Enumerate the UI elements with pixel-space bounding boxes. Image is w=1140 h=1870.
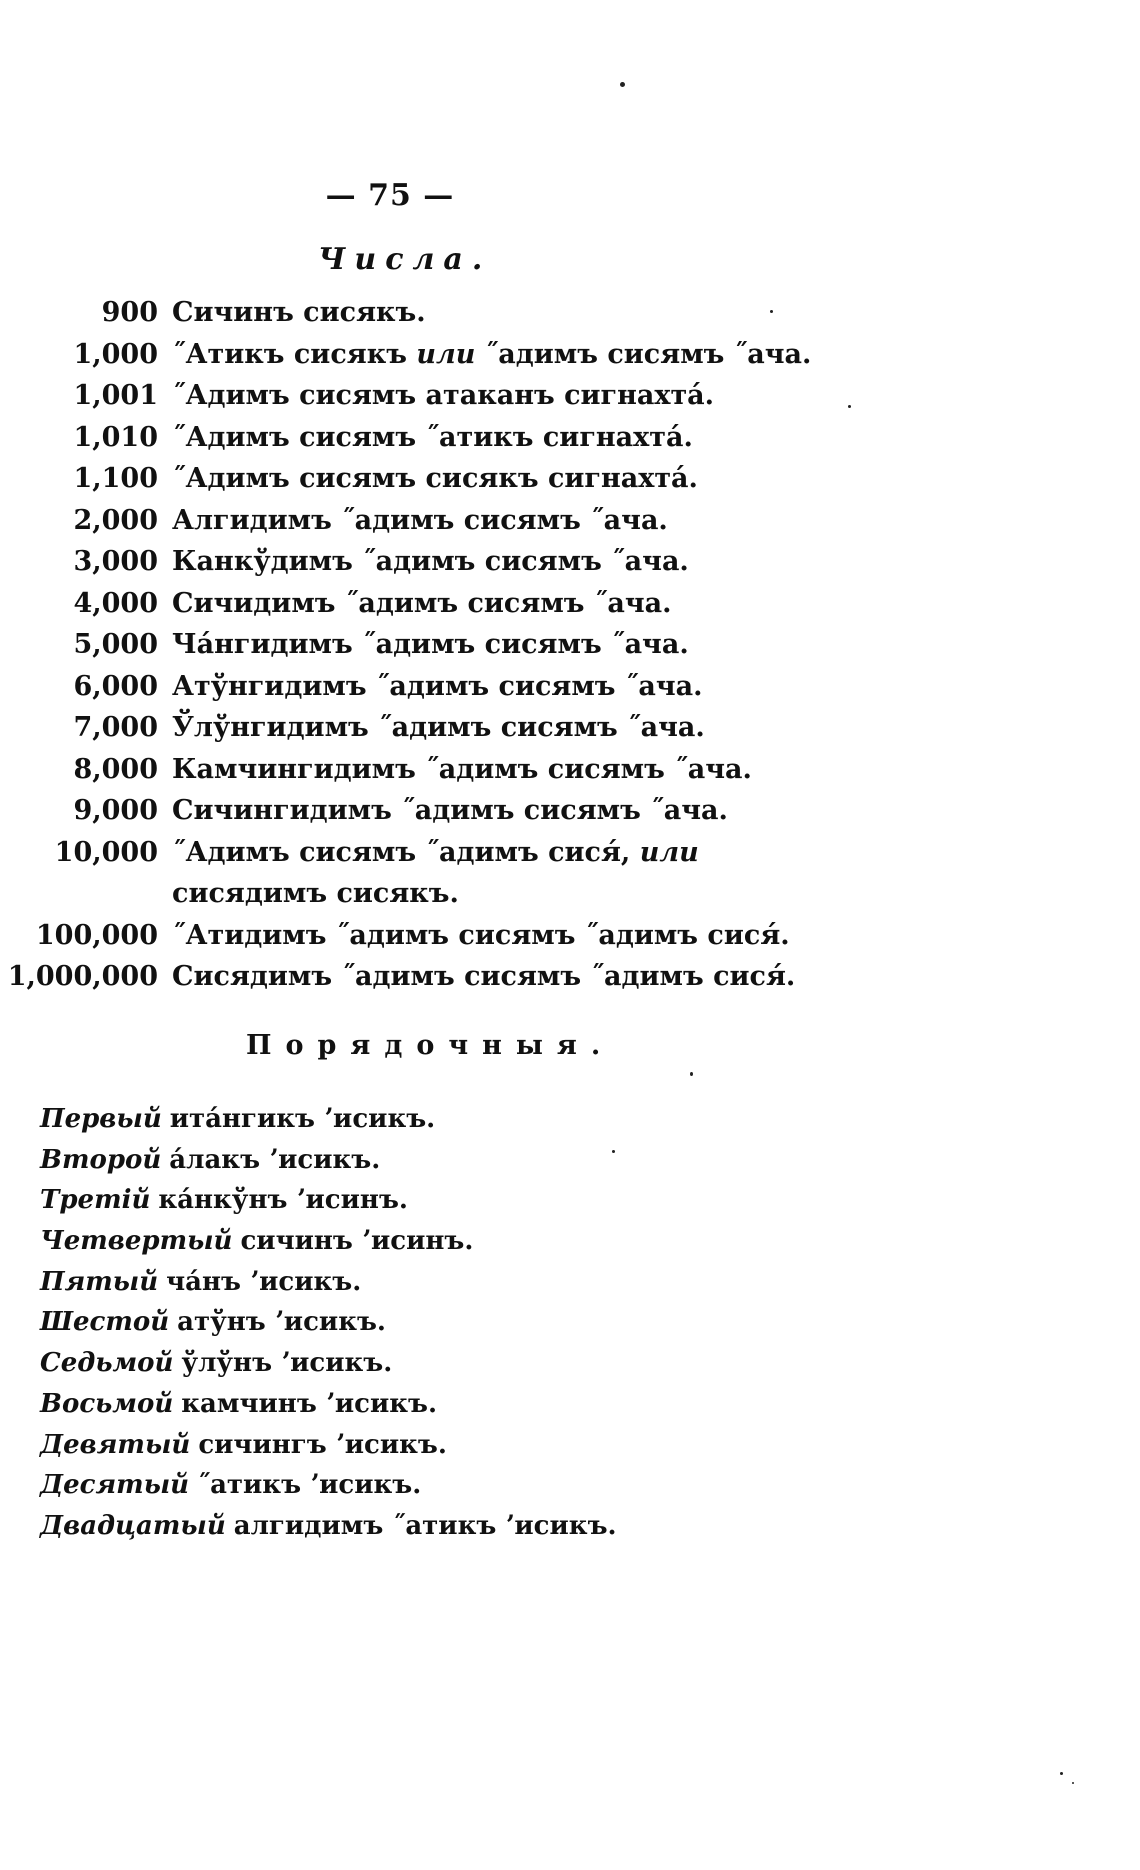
number-value: 10,000 xyxy=(54,836,158,868)
ordinal-row xyxy=(40,1180,740,1221)
number-word-text: ˝Адимъ сисямъ ˝атикъ сигнахта́. xyxy=(172,421,693,453)
scan-speck xyxy=(1060,1772,1063,1775)
number-row xyxy=(0,624,1140,666)
ordinal-word: ˝атикъ ʼисикъ. xyxy=(197,1470,422,1501)
number-value: 9,000 xyxy=(73,795,158,826)
number-word-text: ˝Атикъ сисякъ xyxy=(172,338,417,370)
number-word xyxy=(172,292,812,334)
number-word xyxy=(172,541,812,583)
number-word-text: Атўнгидимъ ˝адимъ сисямъ ˝ача. xyxy=(172,670,703,702)
number-word xyxy=(172,334,812,376)
scan-speck xyxy=(848,405,851,408)
number-row xyxy=(0,915,1140,957)
scan-speck xyxy=(612,1150,615,1153)
number-value: 1,100 xyxy=(73,463,158,494)
ordinal-word: ча́нъ ʼисикъ. xyxy=(166,1266,362,1297)
ordinal-word: алгидимъ ˝атикъ ʼисикъ. xyxy=(233,1510,617,1541)
number-row xyxy=(0,583,1140,625)
number-word xyxy=(172,749,812,791)
number-row xyxy=(0,375,1140,417)
ordinal-row xyxy=(40,1302,740,1343)
number-value: 4,000 xyxy=(73,587,158,619)
number-word xyxy=(172,583,812,625)
number-value: 1,001 xyxy=(73,380,158,411)
number-word-text: Ўлўнгидимъ ˝адимъ сисямъ ˝ача. xyxy=(172,712,705,743)
number-value: 100,000 xyxy=(35,919,158,951)
ordinal-label: Пятый xyxy=(40,1266,159,1297)
number-word xyxy=(172,790,812,832)
numbers-section-title: Числа. xyxy=(318,242,492,277)
ordinal-label: Двадцатый xyxy=(40,1510,226,1541)
ordinal-word: сичингъ ʼисикъ. xyxy=(198,1429,447,1460)
number-word-text: Камчингидимъ ˝адимъ сисямъ ˝ача. xyxy=(172,753,752,785)
number-value: 1,000 xyxy=(73,338,158,370)
ordinal-list xyxy=(40,1099,740,1547)
number-word-text: ˝Адимъ сисямъ ˝адимъ сися́, xyxy=(172,836,640,868)
number-word-text: Сичидимъ ˝адимъ сисямъ ˝ача. xyxy=(172,587,672,619)
number-value: 7,000 xyxy=(73,712,158,743)
number-word xyxy=(172,915,812,957)
connector-word: или xyxy=(639,836,699,868)
ordinal-section-title: Порядочныя. xyxy=(246,1030,615,1061)
number-word xyxy=(172,500,812,542)
number-word xyxy=(172,666,812,708)
number-row xyxy=(0,749,1140,791)
number-row xyxy=(0,458,1140,500)
ordinal-label: Четвертый xyxy=(40,1226,233,1257)
number-row xyxy=(0,292,1140,334)
number-row xyxy=(0,707,1140,749)
number-word xyxy=(172,832,812,915)
number-value: 8,000 xyxy=(73,753,158,785)
number-word-text-after: ˝адимъ сисямъ ˝ача. xyxy=(475,338,812,370)
ordinal-word: а́лакъ ʼисикъ. xyxy=(169,1144,381,1175)
number-row xyxy=(0,956,1140,998)
ordinal-word: ўлўнъ ʼисикъ. xyxy=(181,1348,393,1379)
ordinal-word: ита́нгикъ ʼисикъ. xyxy=(169,1104,436,1134)
ordinal-row xyxy=(40,1465,740,1506)
ordinal-word: сичинъ ʼисинъ. xyxy=(240,1226,474,1257)
number-word-text: Алгидимъ ˝адимъ сисямъ ˝ача. xyxy=(172,504,668,536)
number-value: 2,000 xyxy=(73,504,158,536)
ordinal-row xyxy=(40,1343,740,1384)
ordinal-row xyxy=(40,1262,740,1303)
number-word xyxy=(172,458,812,500)
ordinal-row xyxy=(40,1140,740,1181)
scan-speck xyxy=(690,1072,693,1076)
ordinal-word: камчинъ ʼисикъ. xyxy=(181,1388,438,1419)
ordinal-row xyxy=(40,1506,740,1547)
ordinal-label: Второй xyxy=(40,1144,162,1175)
number-word-text: ˝Адимъ сисямъ атаканъ сигнахта́. xyxy=(172,380,715,411)
ordinal-label: Восьмой xyxy=(40,1388,174,1419)
ordinal-label: Первый xyxy=(40,1104,162,1134)
number-value: 1,000,000 xyxy=(7,961,158,992)
number-word-text: ˝Адимъ сисямъ сисякъ сигнахта́. xyxy=(172,463,698,494)
ordinal-label: Десятый xyxy=(40,1470,190,1501)
ordinal-row xyxy=(40,1384,740,1425)
ordinal-word: атўнъ ʼисикъ. xyxy=(177,1307,386,1338)
number-word-text: Сичингидимъ ˝адимъ сисямъ ˝ача. xyxy=(172,795,728,826)
number-value: 1,010 xyxy=(73,421,158,453)
number-value: 3,000 xyxy=(73,546,158,577)
connector-word: или xyxy=(416,338,476,370)
number-row xyxy=(0,541,1140,583)
number-value: 5,000 xyxy=(73,629,158,660)
scan-speck xyxy=(620,82,625,87)
number-word xyxy=(172,956,812,998)
number-word xyxy=(172,624,812,666)
scan-speck xyxy=(770,310,773,313)
number-value: 6,000 xyxy=(73,670,158,702)
ordinal-label: Седьмой xyxy=(40,1348,174,1379)
number-word xyxy=(172,417,812,459)
number-row xyxy=(0,832,1140,915)
number-row xyxy=(0,790,1140,832)
ordinal-label: Шестой xyxy=(40,1307,170,1338)
numbers-table xyxy=(0,292,1140,998)
number-word-text: Ча́нгидимъ ˝адимъ сисямъ ˝ача. xyxy=(172,629,689,660)
scan-speck xyxy=(1072,1782,1074,1784)
page-number: — 75 — xyxy=(325,178,455,213)
ordinal-label: Девятый xyxy=(40,1429,191,1460)
number-word-text: Сисядимъ ˝адимъ сисямъ ˝адимъ сися́. xyxy=(172,961,796,992)
number-row xyxy=(0,666,1140,708)
ordinal-label: Третій xyxy=(40,1185,151,1216)
number-word xyxy=(172,375,812,417)
ordinal-row xyxy=(40,1425,740,1466)
number-row xyxy=(0,334,1140,376)
number-row xyxy=(0,417,1140,459)
number-word-text: Канкўдимъ ˝адимъ сисямъ ˝ача. xyxy=(172,546,689,577)
number-word-text: Сичинъ сисякъ. xyxy=(172,297,426,328)
number-value: 900 xyxy=(101,297,158,328)
ordinal-row xyxy=(40,1099,740,1140)
number-row xyxy=(0,500,1140,542)
number-word-text-after: сисядимъ сисякъ. xyxy=(172,878,459,909)
number-word xyxy=(172,707,812,749)
ordinal-row xyxy=(40,1221,740,1262)
number-word-text: ˝Атидимъ ˝адимъ сисямъ ˝адимъ сися́. xyxy=(172,919,790,951)
ordinal-word: ка́нкўнъ ʼисинъ. xyxy=(158,1185,408,1216)
